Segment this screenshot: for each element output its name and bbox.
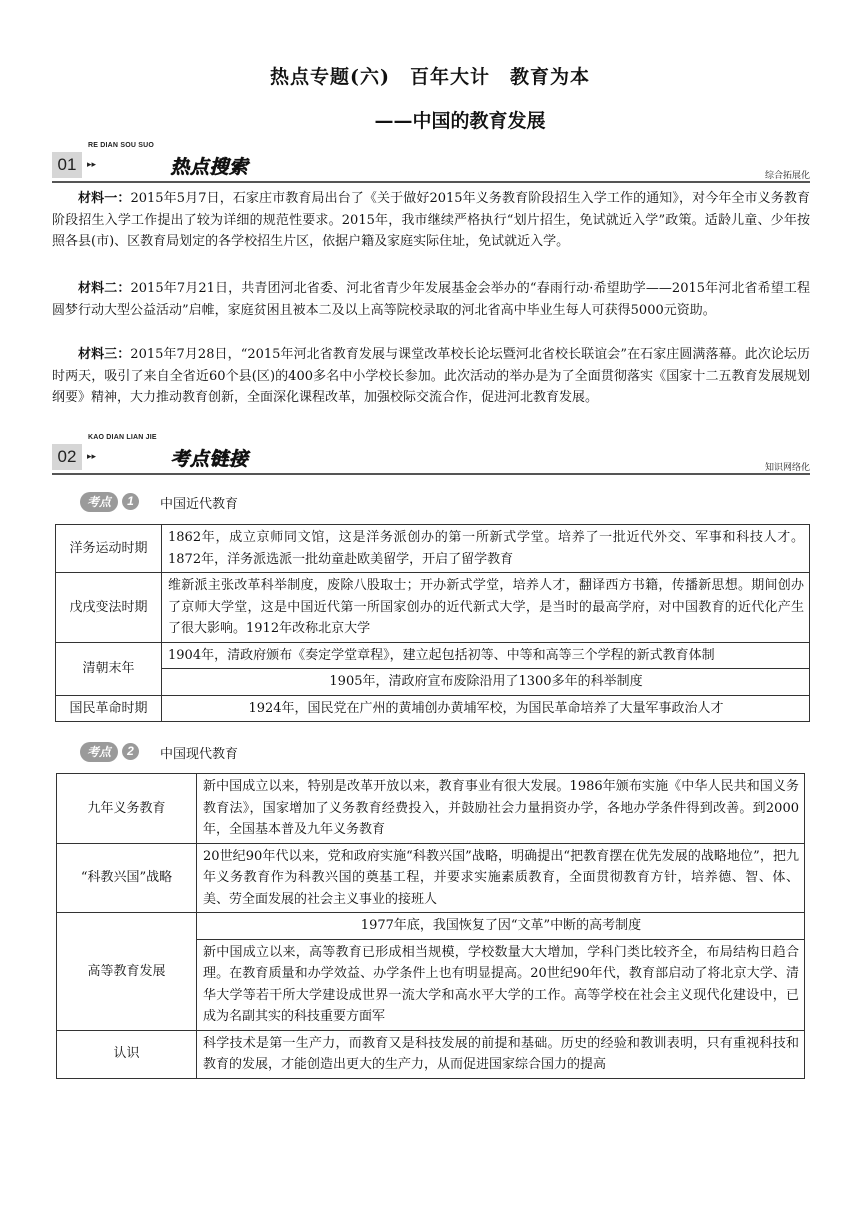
material-text: 2015年7月21日，共青团河北省委、河北省青少年发展基金会举办的“春雨行动·希望助学——2015年河北省希望工程圆梦行动大型公益活动”启帷，家庭贫困且被本二及以上高等院校录取的河北省高中毕业生每人可获得5000元资助。: [52, 281, 810, 318]
section-rule: [52, 181, 810, 183]
double-arrow-icon: ▸▸: [87, 160, 97, 170]
row-label: “科教兴国”战略: [57, 843, 197, 913]
section-header-exam-links: [52, 434, 810, 476]
material-heading: 材料三：: [78, 347, 131, 362]
row-label: 洋务运动时期: [56, 525, 162, 573]
table-row: [56, 642, 810, 669]
section-rule: [52, 473, 810, 475]
kaodian-pill: 考点: [80, 742, 118, 762]
row-content: 科学技术是第一生产力，而教育又是科技发展的前提和基础。历史的经验和教训表明，只有重视科技和教育的发展，才能创造出更大的生产力，从而促进国家综合国力的提高: [197, 1030, 805, 1078]
material-paragraph: [52, 344, 810, 409]
page-subtitle: ——中国的教育发展: [374, 110, 546, 132]
row-content: 1977年底，我国恢复了因“文革”中断的高考制度: [197, 913, 805, 940]
kaodian-pill: 考点: [80, 492, 118, 512]
modern-education-table: [55, 524, 810, 722]
kaodian-number: 1: [122, 493, 139, 510]
table-row: [56, 525, 810, 573]
row-content: 维新派主张改革科举制度，废除八股取士；开办新式学堂，培养人才，翻译西方书籍，传播新思想。期间创办了京师大学堂，这是中国近代第一所国家创办的近代新式大学，是当时的最高学府，对中国教育的近代化产生了很大影响。1912年改称北京大学: [162, 573, 810, 643]
table-row: [57, 774, 805, 844]
table-row: [57, 843, 805, 913]
row-content: 新中国成立以来，特别是改革开放以来，教育事业有很大发展。1986年颁布实施《中华人民共和国义务教育法》，国家增加了义务教育经费投入，并鼓励社会力量捐资办学，各地办学条件得到改善。到2000年，全国基本普及九年义务教育: [197, 774, 805, 844]
table-row: [57, 1030, 805, 1078]
kaodian-title: 中国近代教育: [160, 497, 239, 512]
table-row: [56, 573, 810, 643]
double-arrow-icon: ▸▸: [87, 452, 97, 462]
table-row: [56, 669, 810, 696]
row-content: 20世纪90年代以来，党和政府实施“科教兴国”战略，明确提出“把教育摆在优先发展的战略地位”，把九年义务教育作为科教兴国的奠基工程，并要求实施素质教育，全面贯彻教育方针，培养德、智、体、美、劳全面发展的社会主义事业的接班人: [197, 843, 805, 913]
row-label: 认识: [57, 1030, 197, 1078]
material-paragraph: [52, 278, 810, 321]
row-label: 清朝末年: [56, 642, 162, 695]
page-title: 热点专题(六) 百年大计 教育为本: [270, 66, 590, 88]
table-row: [57, 913, 805, 940]
row-label: 九年义务教育: [57, 774, 197, 844]
row-content: 1904年，清政府颁布《奏定学堂章程》，建立起包括初等、中等和高等三个学程的新式教育体制: [162, 642, 810, 669]
material-text: 2015年7月28日，“2015年河北省教育发展与课堂改革校长论坛暨河北省校长联谊会”在石家庄圆满落幕。此次论坛历时两天，吸引了来自全省近60个县(区)的400多名中小学校长参加。此次活动的举办是为了全面贯彻落实《国家十二五教育发展规划纲要》精神，大力推动教育创新，全面深化课程改革，加强校际交流合作，促进河北教育发展。: [52, 347, 810, 405]
row-label: 国民革命时期: [56, 695, 162, 722]
contemporary-education-table: [56, 773, 805, 1079]
table-row: [56, 695, 810, 722]
section-label: 考点链接: [170, 448, 249, 470]
section-right-note: 综合拓展化: [764, 171, 810, 181]
kaodian-title: 中国现代教育: [160, 747, 239, 762]
row-label: 戊戌变法时期: [56, 573, 162, 643]
row-content: 1862年，成立京师同文馆，这是洋务派创办的第一所新式学堂。培养了一批近代外交、军事和科技人才。1872年，洋务派选派一批幼童赴欧美留学，开启了留学教育: [162, 525, 810, 573]
section-pinyin: KAO DIAN LIAN JIE: [88, 434, 157, 441]
section-number-badge: 01: [52, 152, 82, 178]
section-pinyin: RE DIAN SOU SUO: [88, 142, 155, 149]
row-label: 高等教育发展: [57, 913, 197, 1031]
section-header-hot-search: [52, 142, 810, 184]
row-content: 1905年，清政府宣布废除沿用了1300多年的科举制度: [162, 669, 810, 696]
row-content: 1924年，国民党在广州的黄埔创办黄埔军校，为国民革命培养了大量军事政治人才: [162, 695, 810, 722]
section-right-note: 知识网络化: [764, 463, 810, 473]
row-content: 新中国成立以来，高等教育已形成相当规模，学校数量大大增加，学科门类比较齐全，布局结构日趋合理。在教育质量和办学效益、办学条件上也有明显提高。20世纪90年代，教育部启动了将北京大学、清华大学等若干所大学建设成世界一流大学和高水平大学的工作。高等学校在社会主义现代化建设中，已成为名副其实的科技重要方面军: [197, 939, 805, 1030]
material-heading: 材料二：: [78, 281, 131, 296]
kaodian-number: 2: [122, 743, 139, 760]
material-paragraph: [52, 188, 810, 253]
section-number-badge: 02: [52, 444, 82, 470]
material-text: 2015年5月7日，石家庄市教育局出台了《关于做好2015年义务教育阶段招生入学工作的通知》，对今年全市义务教育阶段招生入学工作提出了较为详细的规范性要求。2015年，我市继续严格执行“划片招生，免试就近入学”政策。适龄儿童、少年按照各县(市)、区教育局划定的各学校招生片区，依据户籍及家庭实际住址，免试就近入学。: [52, 191, 810, 249]
section-label: 热点搜索: [170, 156, 249, 178]
material-heading: 材料一：: [78, 191, 131, 206]
